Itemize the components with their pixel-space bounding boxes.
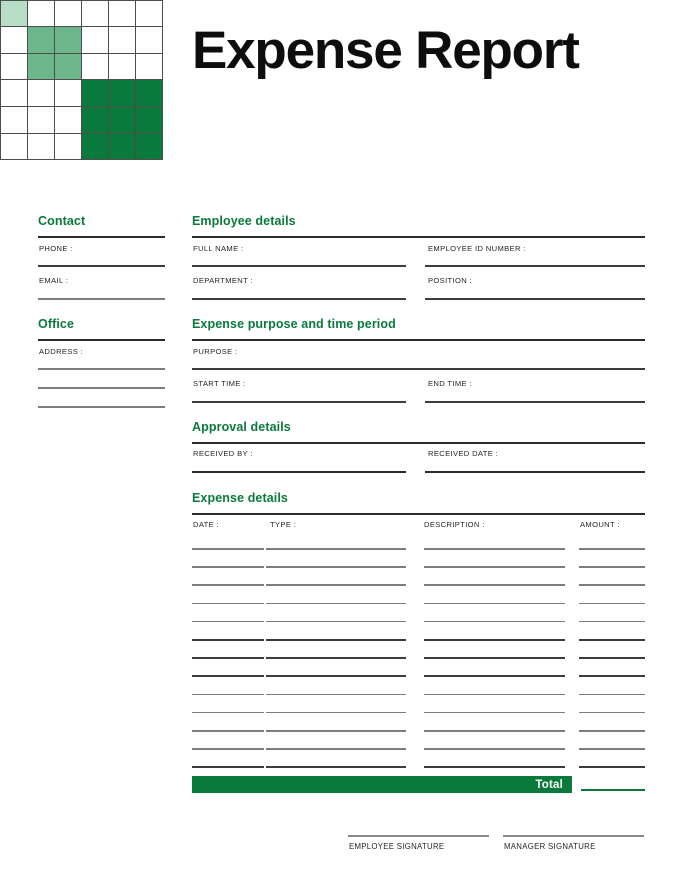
logo-cell — [27, 53, 55, 81]
logo-cell — [108, 53, 136, 81]
logo-cell — [54, 106, 82, 134]
expense-row-cell-line[interactable] — [424, 657, 565, 659]
expense-row-cell-line[interactable] — [266, 603, 406, 605]
expense-row-cell-line[interactable] — [424, 584, 565, 586]
end-time-input-line[interactable] — [425, 401, 645, 403]
expense-row-cell-line[interactable] — [579, 712, 645, 714]
address-input-line-3[interactable] — [38, 406, 165, 408]
expense-row-cell-line[interactable] — [579, 566, 645, 568]
employee-signature-label: EMPLOYEE SIGNATURE — [349, 842, 445, 851]
expense-row-cell-line[interactable] — [579, 748, 645, 750]
expense-row-cell-line[interactable] — [579, 639, 645, 641]
table-column-header-description: DESCRIPTION : — [424, 520, 485, 529]
expense-row-cell-line[interactable] — [579, 730, 645, 732]
address-input-line-2[interactable] — [38, 387, 165, 389]
expense-row-cell-line[interactable] — [579, 657, 645, 659]
table-column-header-type: TYPE : — [270, 520, 297, 529]
email-input-line[interactable] — [38, 298, 165, 300]
logo-cell — [27, 0, 55, 27]
expense-row-cell-line[interactable] — [192, 548, 264, 550]
logo-cell — [27, 79, 55, 107]
full-name-input-line[interactable] — [192, 265, 406, 267]
logo-cell — [0, 106, 28, 134]
logo-cell — [135, 133, 163, 161]
logo-cell — [0, 133, 28, 161]
expense-row-cell-line[interactable] — [266, 548, 406, 550]
logo-cell — [81, 79, 109, 107]
section-heading-expense-details: Expense details — [192, 491, 288, 505]
section-heading-employee-details: Employee details — [192, 214, 296, 228]
page-title: Expense Report — [192, 21, 579, 80]
logo-cell — [135, 79, 163, 107]
logo-cell — [135, 106, 163, 134]
manager-signature-line[interactable] — [503, 835, 644, 837]
expense-row-cell-line[interactable] — [192, 694, 264, 696]
field-label-phone: PHONE : — [39, 244, 73, 253]
logo-cell — [27, 133, 55, 161]
expense-row-cell-line[interactable] — [266, 657, 406, 659]
section-heading-approval-details: Approval details — [192, 420, 291, 434]
manager-signature-label: MANAGER SIGNATURE — [504, 842, 596, 851]
logo-cell — [81, 0, 109, 27]
expense-row-cell-line[interactable] — [192, 566, 264, 568]
expense-row-cell-line[interactable] — [192, 603, 264, 605]
total-bar — [192, 776, 572, 793]
expense-row-cell-line[interactable] — [579, 603, 645, 605]
expense-row-cell-line[interactable] — [424, 675, 565, 677]
total-amount-input-line[interactable] — [581, 789, 645, 791]
position-input-line[interactable] — [425, 298, 645, 300]
table-column-header-date: DATE : — [193, 520, 220, 529]
brand-logo-grid — [0, 0, 162, 160]
logo-cell — [81, 106, 109, 134]
expense-row-cell-line[interactable] — [266, 584, 406, 586]
field-label-position: POSITION : — [428, 276, 473, 285]
section-heading-office: Office — [38, 317, 75, 331]
logo-cell — [0, 0, 28, 27]
field-label-full-name: FULL NAME : — [193, 244, 244, 253]
logo-cell — [108, 133, 136, 161]
expense-row-cell-line[interactable] — [192, 639, 264, 641]
logo-cell — [81, 133, 109, 161]
logo-cell — [135, 53, 163, 81]
logo-cell — [54, 0, 82, 27]
received-date-input-line[interactable] — [425, 471, 645, 473]
logo-cell — [81, 26, 109, 54]
expense-purpose-heading-rule — [192, 339, 645, 341]
office-heading-rule — [38, 339, 165, 341]
expense-row-cell-line[interactable] — [192, 730, 264, 732]
logo-cell — [27, 26, 55, 54]
logo-cell — [135, 0, 163, 27]
expense-row-cell-line[interactable] — [266, 712, 406, 714]
expense-row-cell-line[interactable] — [266, 730, 406, 732]
logo-cell — [81, 53, 109, 81]
expense-row-cell-line[interactable] — [579, 766, 645, 768]
expense-row-cell-line[interactable] — [579, 584, 645, 586]
logo-cell — [108, 106, 136, 134]
expense-row-cell-line[interactable] — [266, 639, 406, 641]
phone-input-line[interactable] — [38, 265, 165, 267]
expense-row-cell-line[interactable] — [424, 748, 565, 750]
expense-row-cell-line[interactable] — [424, 712, 565, 714]
expense-row-cell-line[interactable] — [192, 748, 264, 750]
expense-row-cell-line[interactable] — [579, 548, 645, 550]
expense-row-cell-line[interactable] — [424, 548, 565, 550]
expense-row-cell-line[interactable] — [266, 675, 406, 677]
received-by-input-line[interactable] — [192, 471, 406, 473]
expense-row-cell-line[interactable] — [192, 766, 264, 768]
expense-details-heading-rule — [192, 513, 645, 515]
expense-row-cell-line[interactable] — [192, 584, 264, 586]
expense-row-cell-line[interactable] — [424, 694, 565, 696]
field-label-department: DEPARTMENT : — [193, 276, 253, 285]
expense-row-cell-line[interactable] — [579, 694, 645, 696]
field-label-received-date: RECEIVED DATE : — [428, 449, 499, 458]
expense-row-cell-line[interactable] — [192, 675, 264, 677]
field-label-received-by: RECEIVED BY : — [193, 449, 253, 458]
logo-cell — [54, 53, 82, 81]
expense-row-cell-line[interactable] — [192, 712, 264, 714]
expense-row-cell-line[interactable] — [192, 657, 264, 659]
logo-cell — [54, 26, 82, 54]
expense-row-cell-line[interactable] — [579, 621, 645, 623]
purpose-input-line[interactable] — [192, 368, 645, 370]
field-label-employee-id: EMPLOYEE ID NUMBER : — [428, 244, 526, 253]
expense-row-cell-line[interactable] — [266, 766, 406, 768]
section-heading-expense-purpose: Expense purpose and time period — [192, 317, 396, 331]
expense-row-cell-line[interactable] — [424, 621, 565, 623]
logo-cell — [0, 53, 28, 81]
logo-cell — [54, 79, 82, 107]
expense-row-cell-line[interactable] — [579, 675, 645, 677]
expense-row-cell-line[interactable] — [266, 748, 406, 750]
department-input-line[interactable] — [192, 298, 406, 300]
expense-row-cell-line[interactable] — [424, 603, 565, 605]
expense-row-cell-line[interactable] — [192, 621, 264, 623]
field-label-start-time: START TIME : — [193, 379, 246, 388]
field-label-address: ADDRESS : — [39, 347, 84, 356]
employee-id-input-line[interactable] — [425, 265, 645, 267]
expense-row-cell-line[interactable] — [424, 730, 565, 732]
contact-heading-rule — [38, 236, 165, 238]
total-label: Total — [535, 778, 563, 791]
table-column-header-amount: AMOUNT : — [580, 520, 620, 529]
expense-row-cell-line[interactable] — [424, 566, 565, 568]
expense-row-cell-line[interactable] — [266, 621, 406, 623]
address-input-line-1[interactable] — [38, 368, 165, 370]
employee-details-heading-rule — [192, 236, 645, 238]
employee-signature-line[interactable] — [348, 835, 489, 837]
approval-details-heading-rule — [192, 442, 645, 444]
field-label-purpose: PURPOSE : — [193, 347, 238, 356]
field-label-end-time: END TIME : — [428, 379, 472, 388]
start-time-input-line[interactable] — [192, 401, 406, 403]
logo-cell — [108, 79, 136, 107]
logo-cell — [108, 0, 136, 27]
logo-cell — [0, 79, 28, 107]
logo-cell — [0, 26, 28, 54]
logo-cell — [108, 26, 136, 54]
expense-row-cell-line[interactable] — [424, 766, 565, 768]
expense-row-cell-line[interactable] — [266, 566, 406, 568]
logo-cell — [27, 106, 55, 134]
field-label-email: EMAIL : — [39, 276, 69, 285]
logo-cell — [135, 26, 163, 54]
section-heading-contact: Contact — [38, 214, 86, 228]
expense-row-cell-line[interactable] — [266, 694, 406, 696]
expense-row-cell-line[interactable] — [424, 639, 565, 641]
logo-cell — [54, 133, 82, 161]
